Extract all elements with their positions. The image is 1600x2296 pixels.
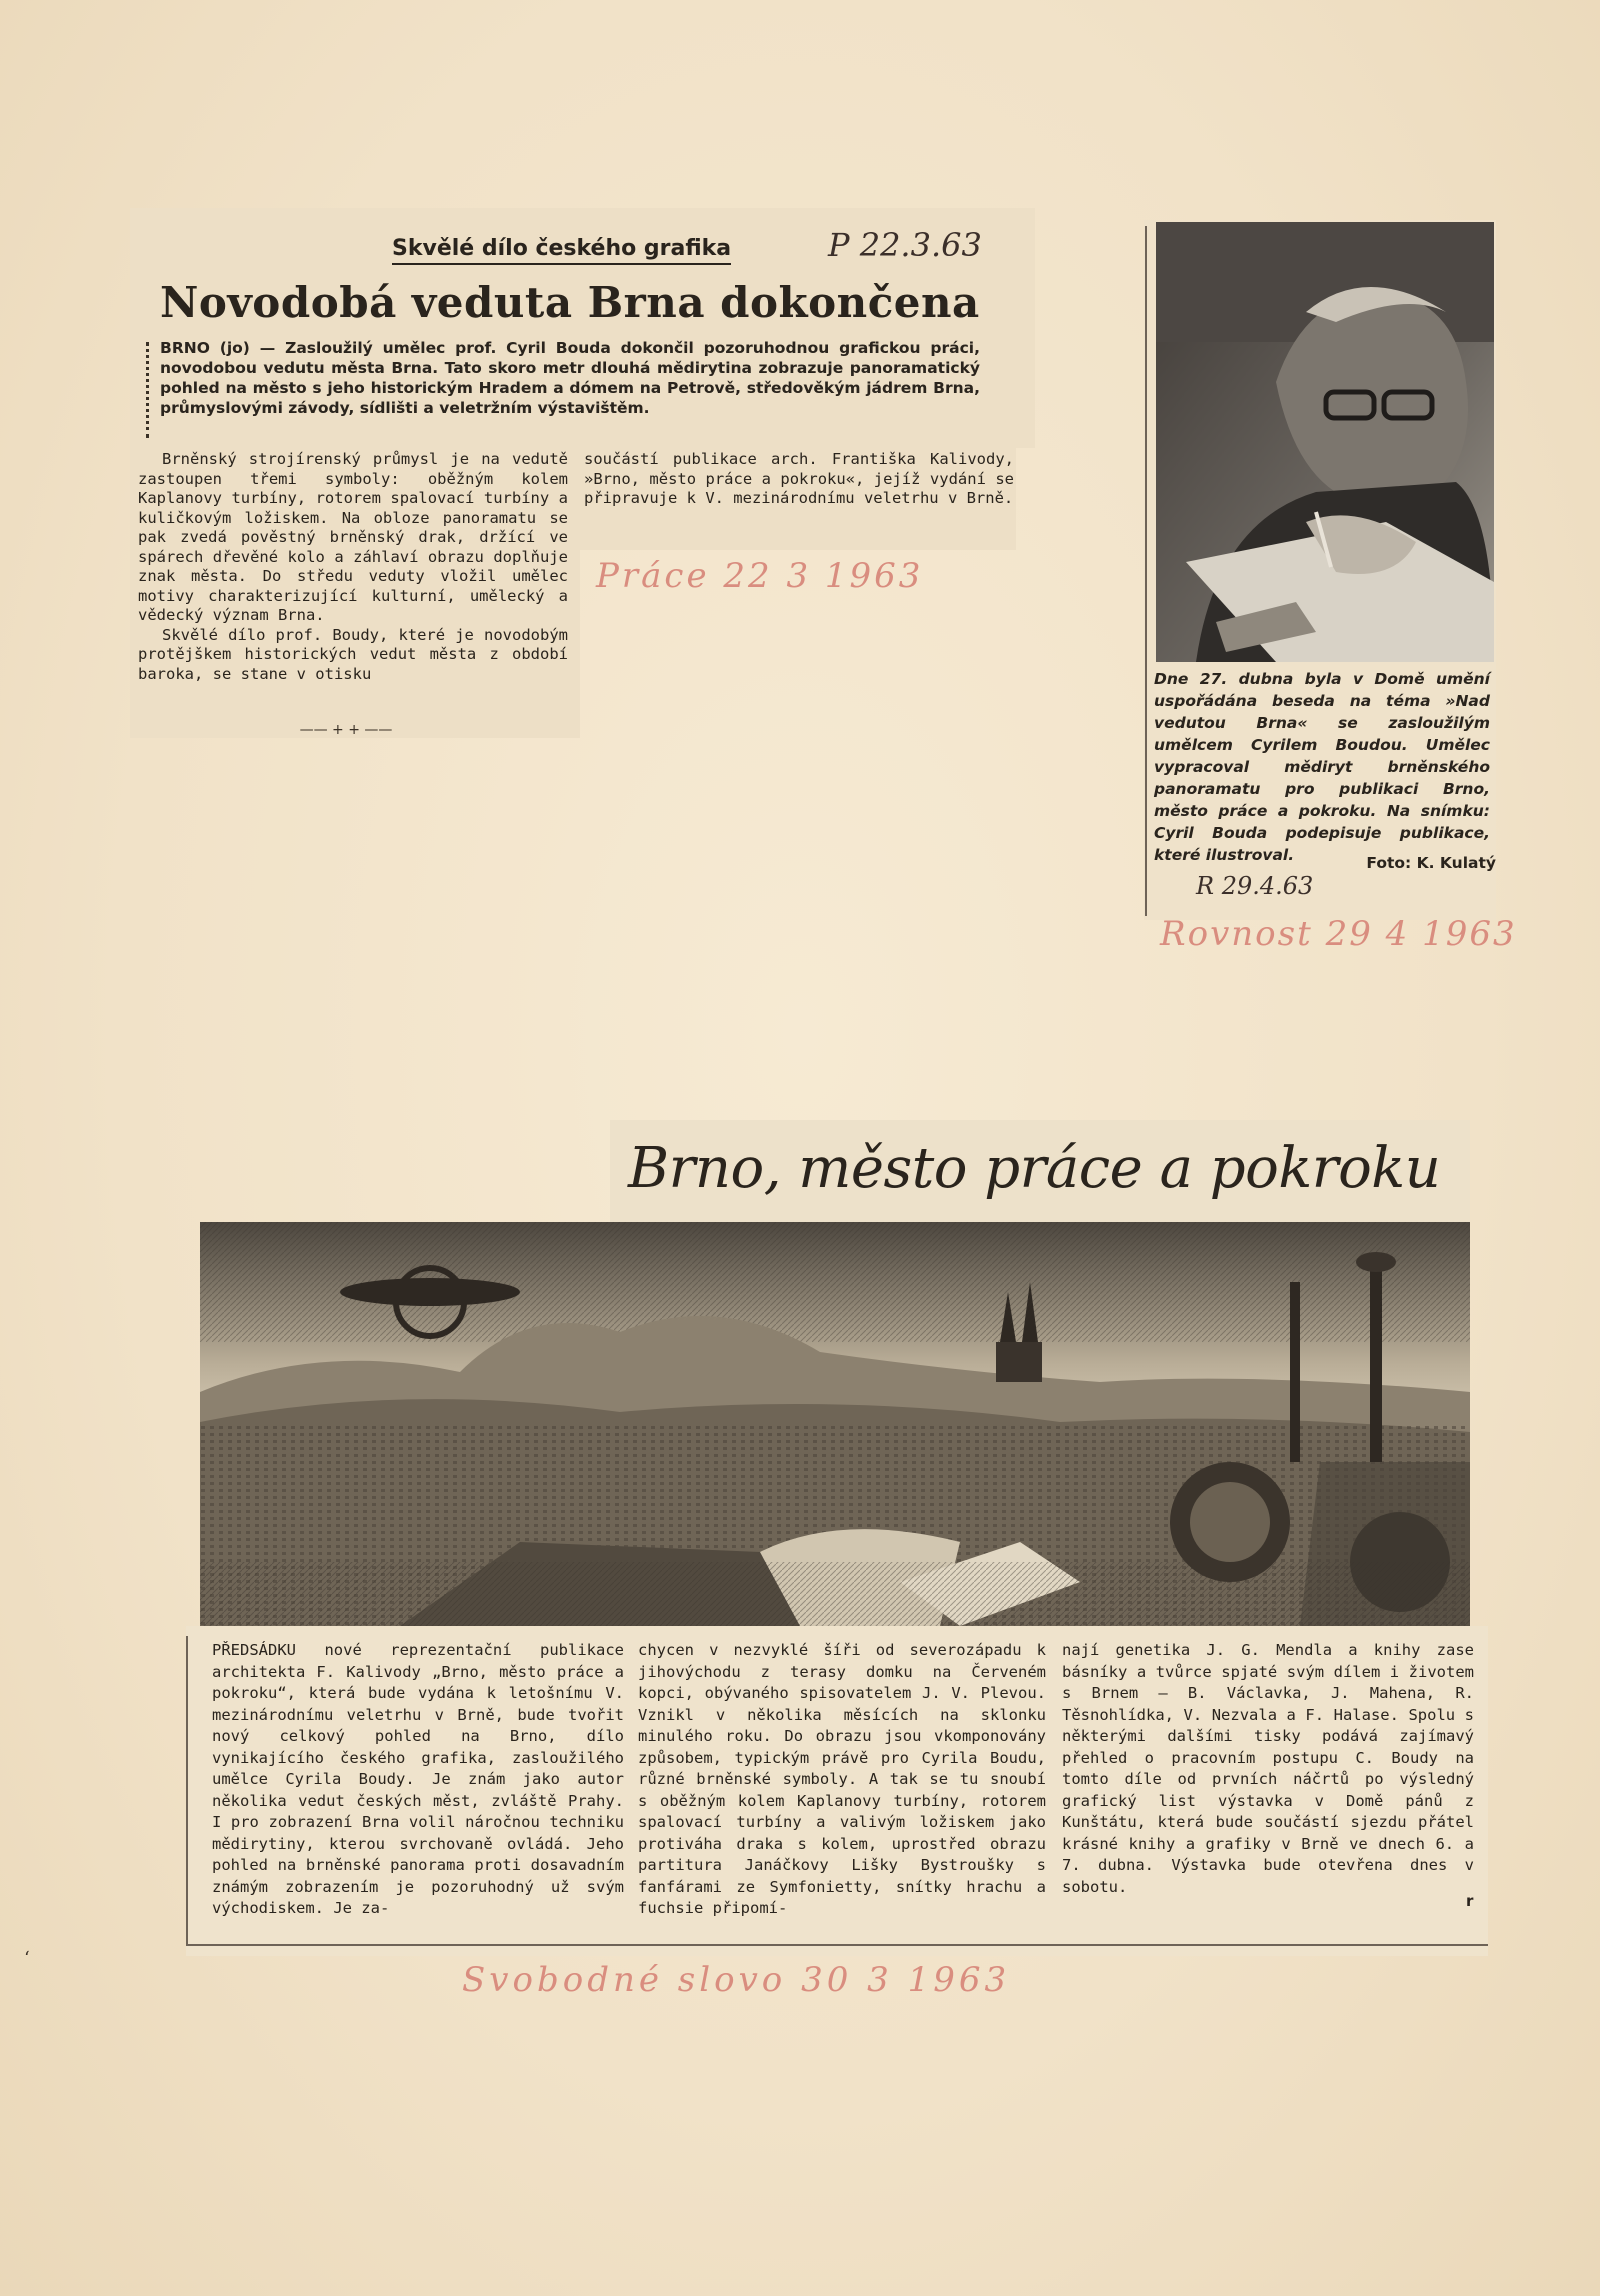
photo-caption: Dne 27. dubna byla v Domě umění uspořádána beseda na téma »Nad vedutou Brna« se zasloužilým umělcem Cyrilem Boudou. Umělec vypracoval mědiryt brněnského panoramatu pro publikaci Brno, město práce a pokroku. Na snímku: Cyril Bouda podepisuje publikace, které ilustroval.: [1154, 670, 1490, 864]
handwritten-source-rovnost: Rovnost 29 4 1963: [1160, 914, 1517, 954]
clipping-prace-lead: BRNO (jo) — Zasloužilý umělec prof. Cyril Bouda dokončil pozoruhodnou grafickou práci, novodobou vedutu města Brna. Tato skoro metr dlouhá mědirytina zobrazuje panoramatický pohled na město s jeho historickým Hradem a dómem na Petrově, středověkým jádrem Brna, průmyslovými závody, sídlišti a veletržním výstavištěm.: [160, 339, 980, 417]
photo-credit: Foto: K. Kulatý: [1366, 854, 1496, 872]
engraving-brno-panorama: [200, 1222, 1470, 1626]
author-signoff: r: [1466, 1892, 1474, 1910]
photo-cyril-bouda: [1156, 222, 1494, 662]
clipping-slovo-title: Brno, město práce a pokroku: [628, 1136, 1441, 1201]
clipping-prace-column-2: [584, 450, 1014, 509]
article-end-mark: —— + + ——: [299, 722, 393, 738]
handwritten-date-rovnost: R 29.4.63: [1196, 872, 1314, 900]
paragraph: Skvělé dílo prof. Boudy, které je novodobým protějškem historických vedut města z období baroka, se stane v otisku: [138, 625, 568, 683]
clipping-slovo-column-2: chycen v nezvyklé šíři od severozápadu k jihovýchodu z terasy domku na Červeném kopci, obývaného spisovatelem J. V. Plevou. Vznikl v několika měsících na sklonku minulého roku. Do obrazu jsou vkomponovány způsobem, typickým právě pro Cyrila Boudu, různé brněnské symboly. A tak se tu snoubí s oběžným kolem Kaplanovy turbíny, rotorem spalovací turbíny a valivým ložiskem jako protiváha draka s kolem, uprostřed obrazu partitura Janáčkovy Lišky Bystroušky s fanfárami ze Symfonietty, snítky hrachu a fuchsie připomí-: [638, 1641, 1046, 1917]
handwritten-source-slovo: Svobodné slovo 30 3 1963: [462, 1960, 1011, 2000]
paragraph: součástí publikace arch. Františka Kalivody, »Brno, město práce a pokroku«, jejíž vydání se připravuje k V. mezinárodnímu veletrhu v Brně.: [584, 450, 1014, 507]
clipping-prace-column-1: [138, 450, 568, 684]
clipping-prace-title: Novodobá veduta Brna dokončena: [160, 278, 980, 327]
clipping-prace-kicker: Skvělé dílo českého grafika: [392, 236, 731, 265]
clipping-slovo-column-1: PŘEDSÁDKU nové reprezentační publikace architekta F. Kalivody „Brno, město práce a pokroku“, která bude vydána k letošnímu V. mezinárodnímu veletrhu v Brně, bude tvořit nový celkový pohled na Brno, dílo vynikajícího českého grafika, zasloužilého umělce Cyrila Boudy. Je znám jako autor několika vedut českých měst, zvláště Prahy. I pro zobrazení Brna volil náročnou techniku mědirytiny, kterou svrchovaně ovládá. Jeho pohled na brněnské panorama proti dosavadním známým zobrazením je pozoruhodný už svým východiskem. Je za-: [212, 1641, 624, 1917]
paragraph: Brněnský strojírenský průmysl je na vedutě zastoupen třemi symboly: oběžným kolem Kaplanovy turbíny, rotorem spalovací turbíny a kuličkovým ložiskem. Na obloze panoramatu se pak zvedá pověstný brněnský drak, držící ve spárech dřevěné kolo a záhlaví obrazu doplňuje znak města. Do středu veduty vložil umělec motivy charakterizující kulturní, umělecký a vědecký význam Brna.: [138, 450, 568, 624]
handwritten-source-prace: Práce 22 3 1963: [596, 556, 924, 596]
clipping-slovo-rule-bottom: [186, 1944, 1488, 1946]
margin-pencil-mark: ʻ: [24, 1948, 30, 1969]
handwritten-date: P 22.3.63: [828, 226, 982, 264]
clipping-slovo-column-3: nají genetika J. G. Mendla a knihy zase básníky a tvůrce spjaté svým dílem i životem s Brnem — B. Václavka, J. Mahena, R. Těsnohlídka, V. Nezvala a F. Halase. Spolu s některými dalšími tisky podává zajímavý přehled o pracovním postupu C. Boudy na tomto díle od prvních náčrtů po výsledný grafický list výstavka v Domě pánů z Kunštátu, která bude součástí sjezdu přátel krásné knihy a grafiky v Brně ve dnech 6. a 7. dubna. Výstavka bude otevřena dnes v sobotu.: [1062, 1641, 1474, 1896]
clipping-rovnost-rule: [1145, 226, 1147, 916]
clipping-slovo-rule-left: [186, 1636, 188, 1946]
lead-margin-bar: [146, 342, 153, 438]
